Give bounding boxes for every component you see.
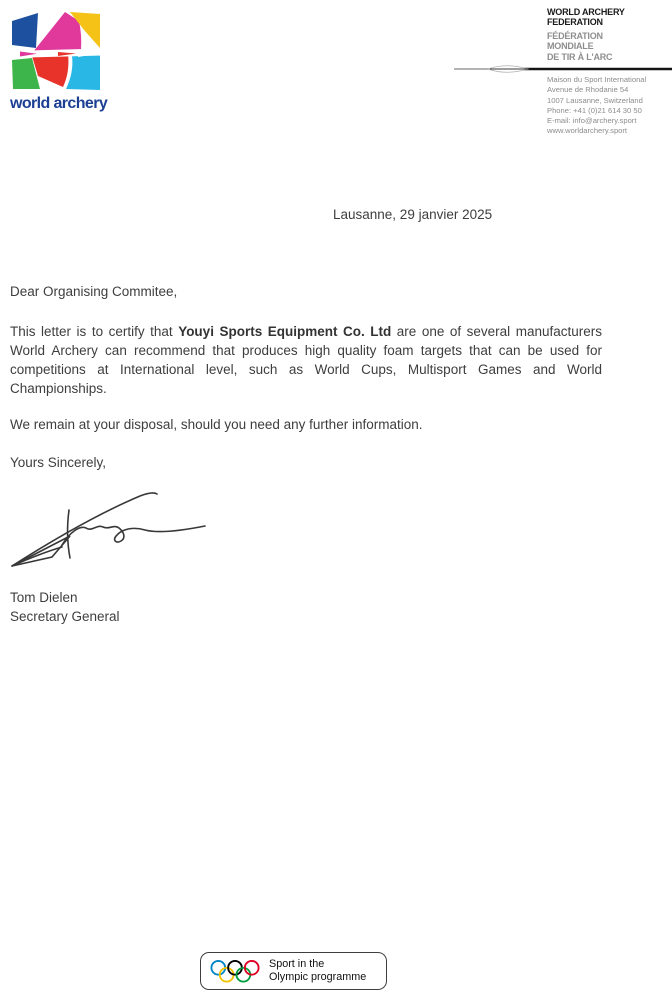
letterhead-org-block (547, 7, 672, 62)
address-line: 1007 Lausanne, Switzerland (547, 95, 643, 105)
arrow-divider-icon (448, 62, 672, 76)
address-line: Maison du Sport International (547, 75, 647, 84)
org-name-en-line2: FEDERATION (547, 17, 603, 28)
address-phone: Phone: +41 (0)21 614 30 50 (547, 105, 642, 115)
org-name-fr-line1: FÉDÉRATION (547, 30, 603, 41)
olympic-badge-label-line2: Olympic programme (269, 971, 367, 983)
paragraph-text: This letter is to certify that (10, 324, 179, 339)
org-name-en-line1: WORLD ARCHERY (547, 7, 625, 17)
signer-name: Tom Dielen (10, 590, 78, 605)
olympic-rings-icon (209, 958, 261, 985)
company-name: Youyi Sports Equipment Co. Ltd (178, 324, 392, 339)
world-archery-logo (10, 10, 106, 113)
paragraph-text: are one of several manufacturers World Archery can recommend that produces high quality foam targets that can be used for competitions at International level, such as World Cups, Multisport Games and World Championships. (10, 324, 602, 396)
address-website: www.worldarchery.sport (547, 126, 628, 136)
address-email: E-mail: info@archery.sport (547, 116, 637, 126)
dateline: Lausanne, 29 janvier 2025 (333, 207, 493, 222)
org-name-fr-line3: DE TIR À L'ARC (547, 51, 613, 62)
salutation: Dear Organising Commitee, (10, 284, 178, 299)
world-archery-wordmark: world archery (10, 95, 108, 112)
letterhead-address-block (547, 75, 672, 137)
org-name-fr-line2: MONDIALE (547, 41, 594, 52)
address-line: Avenue de Rhodanie 54 (547, 85, 629, 95)
signature-icon (6, 484, 216, 574)
closing-line: Yours Sincerely, (10, 455, 107, 470)
olympic-badge-label-line1: Sport in the (269, 958, 325, 970)
body-paragraph-1 (10, 322, 602, 398)
signer-title: Secretary General (10, 609, 120, 624)
body-paragraph-2: We remain at your disposal, should you need any further information. (10, 417, 423, 432)
olympic-badge-label (269, 958, 366, 984)
olympic-programme-badge (200, 952, 387, 990)
world-archery-logo-icon (10, 10, 102, 93)
